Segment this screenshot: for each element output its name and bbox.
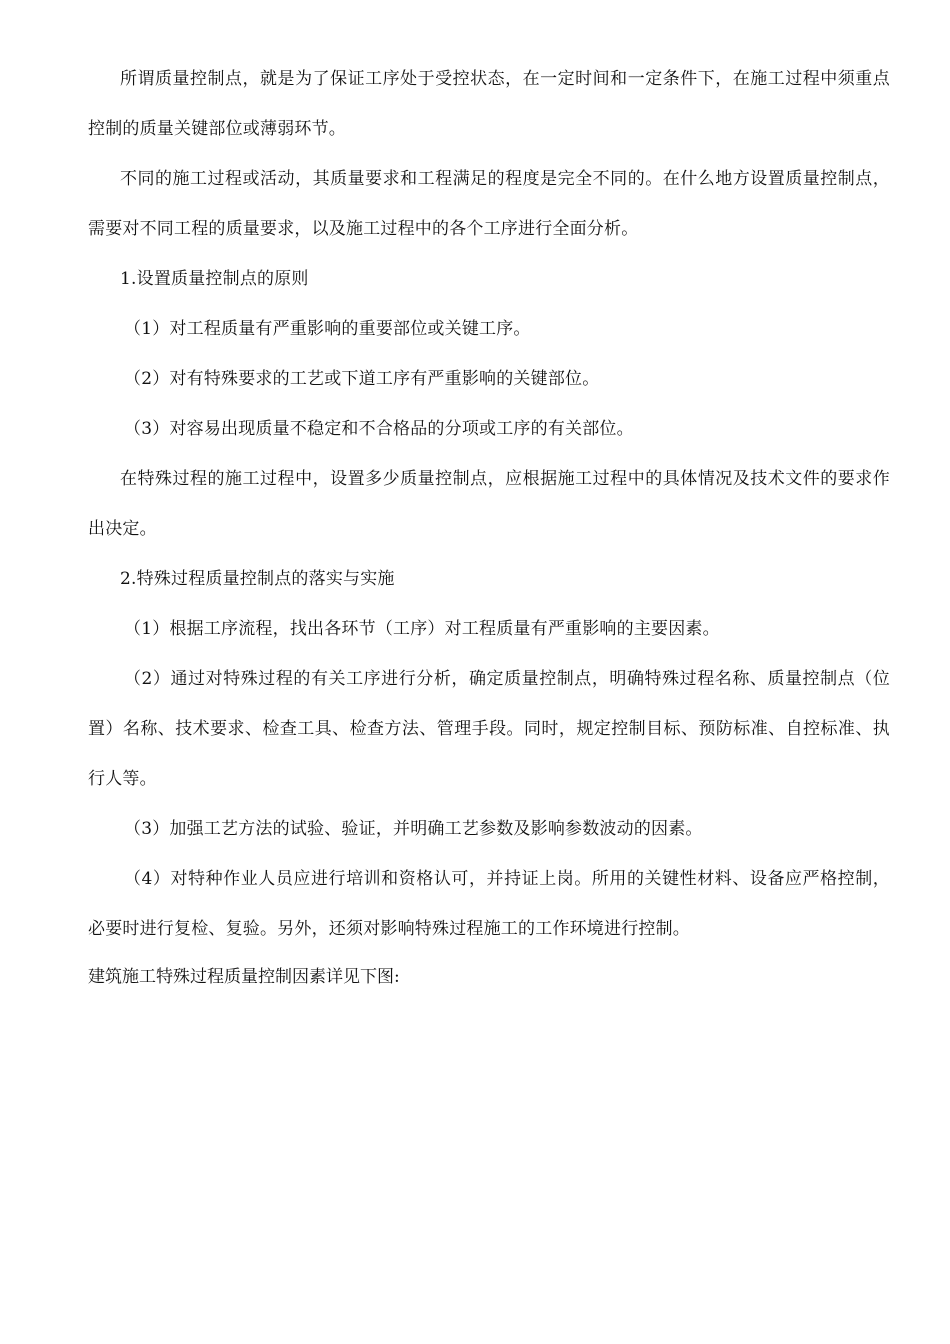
section2-item-3: （3）加强工艺方法的试验、验证，并明确工艺参数及影响参数波动的因素。 [124, 819, 703, 839]
figure-caption: 建筑施工特殊过程质量控制因素详见下图: [88, 967, 400, 987]
intro-paragraph: 所谓质量控制点，就是为了保证工序处于受控状态，在一定时间和一定条件下，在施工过程中须重点控制的质量关键部位或薄弱环节。 [88, 69, 890, 139]
section1-item-1: （1）对工程质量有严重影响的重要部位或关键工序。 [124, 319, 531, 339]
document-body [88, 54, 890, 1000]
section1-heading: 1.设置质量控制点的原则 [120, 269, 309, 289]
section1-note: 在特殊过程的施工过程中，设置多少质量控制点，应根据施工过程中的具体情况及技术文件的要求作出决定。 [88, 469, 890, 539]
section2-item-2: （2）通过对特殊过程的有关工序进行分析，确定质量控制点，明确特殊过程名称、质量控制点（位置）名称、技术要求、检查工具、检查方法、管理手段。同时，规定控制目标、预防标准、自控标准、执行人等。 [88, 669, 890, 789]
section1-item-2: （2）对有特殊要求的工艺或下道工序有严重影响的关键部位。 [124, 369, 600, 389]
section2-item-4: （4）对特种作业人员应进行培训和资格认可，并持证上岗。所用的关键性材料、设备应严格控制，必要时进行复检、复验。另外，还须对影响特殊过程施工的工作环境进行控制。 [88, 869, 890, 939]
section2-item-1: （1）根据工序流程，找出各环节（工序）对工程质量有严重影响的主要因素。 [124, 619, 720, 639]
difference-paragraph: 不同的施工过程或活动，其质量要求和工程满足的程度是完全不同的。在什么地方设置质量控制点，需要对不同工程的质量要求，以及施工过程中的各个工序进行全面分析。 [88, 169, 890, 239]
section2-heading: 2.特殊过程质量控制点的落实与实施 [120, 569, 395, 589]
section1-item-3: （3）对容易出现质量不稳定和不合格品的分项或工序的有关部位。 [124, 419, 634, 439]
